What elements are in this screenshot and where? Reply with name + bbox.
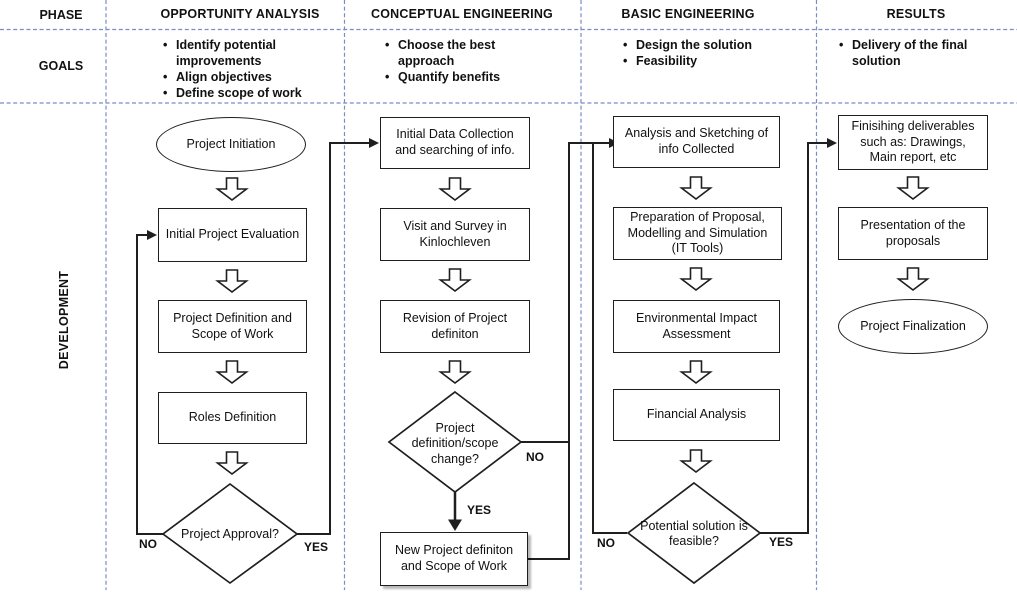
goals-list-conceptual <box>382 37 537 85</box>
arrowhead-into-initial-evaluation <box>147 230 157 240</box>
down-block-arrow-icon <box>682 177 711 199</box>
edge-label-yes: YES <box>769 535 794 549</box>
down-block-arrow-icon <box>682 268 711 290</box>
edge-label-no: NO <box>139 537 157 551</box>
down-block-arrow-icon <box>682 450 711 472</box>
goals-row-label: GOALS <box>38 59 84 73</box>
down-block-arrow-icon <box>218 452 247 474</box>
down-block-arrow-icon <box>682 361 711 383</box>
arrowhead-into-finishing-deliverables <box>827 138 837 148</box>
connector-approval-no-loop <box>137 235 163 534</box>
column-header-basic-engineering: BASIC ENGINEERING <box>621 7 755 21</box>
phase-row-label: PHASE <box>39 8 83 22</box>
column-header-opportunity-analysis: OPPORTUNITY ANALYSIS <box>160 7 320 21</box>
down-block-arrow-icon <box>218 178 247 200</box>
down-block-arrow-icon <box>899 268 928 290</box>
column-header-conceptual-engineering: CONCEPTUAL ENGINEERING <box>371 7 553 21</box>
goal-item: • Identify potential improvements <box>160 37 322 69</box>
edge-label-no: NO <box>526 450 544 464</box>
down-block-arrow-icon <box>218 270 247 292</box>
node-revision-project-definition: Revision of Project definiton <box>380 300 530 353</box>
node-presentation-proposals: Presentation of the proposals <box>838 207 988 260</box>
goals-list-opportunity <box>160 37 322 101</box>
down-block-arrow-icon <box>899 177 928 199</box>
node-financial-analysis: Financial Analysis <box>613 389 780 441</box>
node-initial-data-collection: Initial Data Collection and searching of info. <box>380 117 530 169</box>
goal-item: • Delivery of the final solution <box>836 37 996 69</box>
connector-scope-no-merge <box>521 143 610 559</box>
goal-item: • Design the solution <box>620 37 790 53</box>
goal-item: • Align objectives <box>160 69 322 85</box>
node-project-definition-scope: Project Definition and Scope of Work <box>158 300 307 353</box>
down-block-arrow-icon <box>441 178 470 200</box>
goal-item: • Define scope of work <box>160 85 322 101</box>
node-roles-definition: Roles Definition <box>158 392 307 444</box>
goals-list-basic <box>620 37 790 69</box>
node-project-initiation: Project Initiation <box>156 117 306 172</box>
down-block-arrow-icon <box>441 361 470 383</box>
decision-scope-change-label: Project definition/scope change? <box>411 421 499 466</box>
goal-item: • Quantify benefits <box>382 69 537 85</box>
column-header-results: RESULTS <box>886 7 946 21</box>
goal-item: • Feasibility <box>620 53 790 69</box>
node-environmental-impact: Environmental Impact Assessment <box>613 300 780 353</box>
edge-label-yes: YES <box>467 503 492 517</box>
node-preparation-proposal-modelling: Preparation of Proposal, Modelling and Simulation (IT Tools) <box>613 207 782 260</box>
development-row-label: DEVELOPMENT <box>57 270 71 370</box>
down-block-arrow-icon <box>218 361 247 383</box>
down-block-arrow-icon <box>441 269 470 291</box>
node-new-project-definition: New Project definiton and Scope of Work <box>380 532 528 586</box>
decision-project-approval-label: Project Approval? <box>181 527 279 541</box>
goals-list-results <box>836 37 996 69</box>
node-visit-survey-kinlochleven: Visit and Survey in Kinlochleven <box>380 208 530 261</box>
edge-label-no: NO <box>597 536 615 550</box>
goal-item: • Choose the best approach <box>382 37 537 69</box>
arrowhead-into-new-project-definition <box>448 520 462 532</box>
node-analysis-sketching: Analysis and Sketching of info Collected <box>613 116 780 168</box>
node-initial-project-evaluation: Initial Project Evaluation <box>158 208 307 262</box>
edge-label-yes: YES <box>304 540 329 554</box>
node-finishing-deliverables: Finisihing deliverables such as: Drawings, Main report, etc <box>838 115 988 170</box>
decision-feasibility-label: Potential solution is feasible? <box>640 519 748 549</box>
node-project-finalization: Project Finalization <box>838 299 988 354</box>
arrowhead-into-data-collection <box>369 138 379 148</box>
connector-approval-yes <box>296 143 370 534</box>
